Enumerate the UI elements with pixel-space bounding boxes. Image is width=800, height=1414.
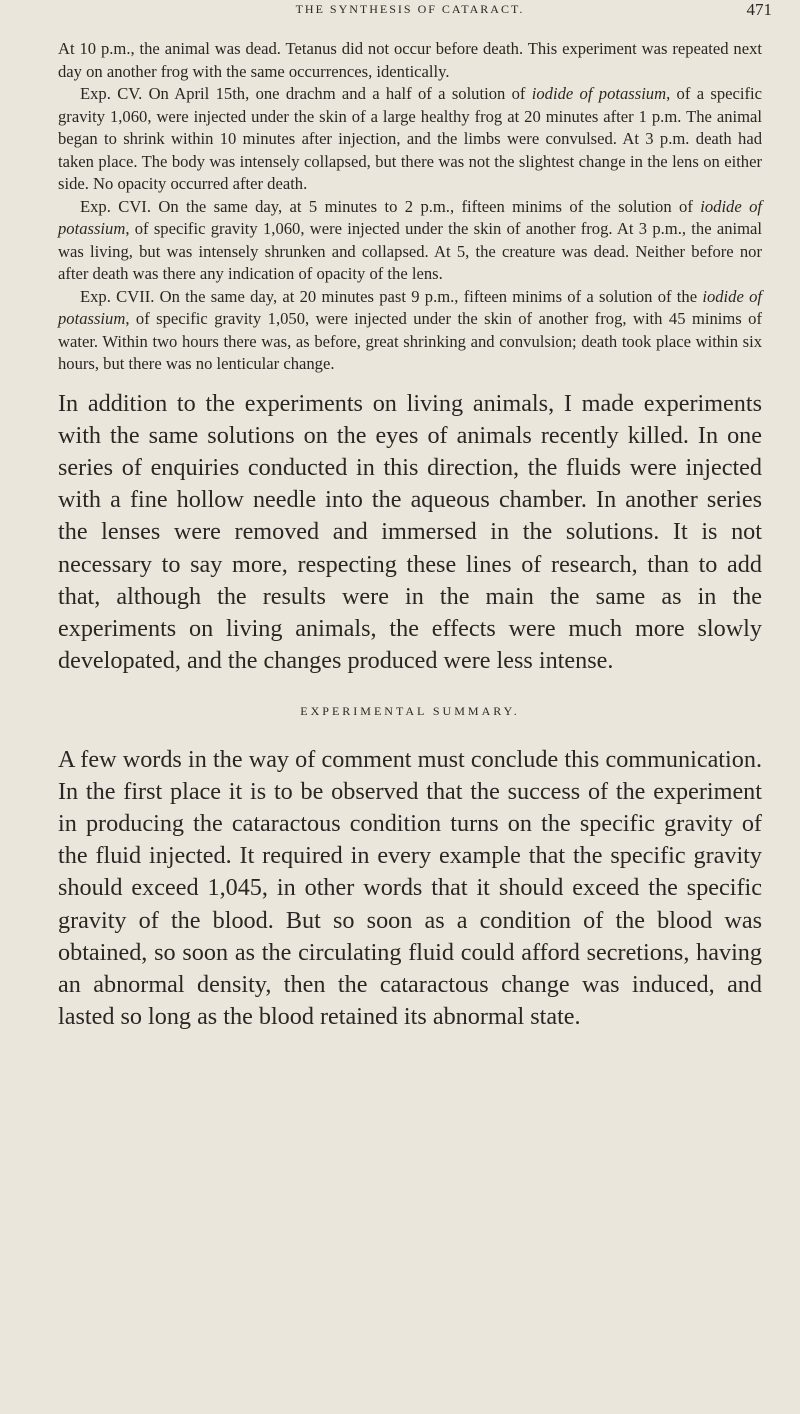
running-title: THE SYNTHESIS OF CATARACT. — [295, 2, 525, 16]
paragraph-exp-cv — [58, 83, 762, 196]
exp-cv-italic: iodide of potassium — [531, 84, 667, 103]
section-title: EXPERIMENTAL SUMMARY. — [300, 704, 520, 719]
exp-cv-text-a: Exp. CV. On April 15th, one drachm and a half of a solution of — [80, 84, 532, 103]
running-head — [58, 0, 772, 26]
exp-cvi-text-b: , of specific gravity 1,060, were injected under the skin of another frog. At 3 p.m., the animal was living, but was intensely shrunken and collapsed. At 5, the creature was dead. Neither before nor after death was there any indication of opacity of the lens. — [58, 219, 762, 283]
exp-cvii-italic: iodide of potassium — [58, 286, 762, 328]
exp-cvii-text-a: Exp. CVII. On the same day, at 20 minutes past 9 p.m., fifteen minims of a solution of the — [80, 286, 703, 306]
paragraph-death-note: At 10 p.m., the animal was dead. Tetanus did not occur before death. This experiment was repeated next day on another frog with the same occurrences, identically. — [58, 39, 762, 81]
body-text — [58, 388, 762, 1034]
paragraph-summary: A few words in the way of comment must conclude this communication. In the first place it is to be observed that the success of the experiment in producing the cataractous condition turns on the specific gravity of the fluid injected. It required in every example that the specific gravity should exceed 1,045, in other words that it should exceed the specific gravity of the blood. But so soon as a condition of the blood was obtained, so soon as the circulating fluid could afford secretions, having an abnormal density, then the cataractous change was induced, and lasted so long as the blood retained its abnormal state. — [58, 745, 762, 1031]
exp-cvi-text-a: Exp. CVI. On the same day, at 5 minutes to 2 p.m., fifteen minims of the solution of — [80, 196, 701, 216]
paragraph-dead-eyes: In addition to the experiments on living animals, I made experiments with the same solutions on the eyes of animals recently killed. In one series of enquiries conducted in this direction, the fluids were injected with a fine hollow needle into the aqueous chamber. In another series the lenses were removed and immersed in the solutions. It is not necessary to say more, respecting these lines of research, than to add that, although the results were in the main the same as in the experiments on living animals, the effects were much more slowly developated, and the changes produced were less intense. — [58, 389, 762, 675]
paragraph-exp-cvii — [58, 286, 762, 376]
exp-cv-text-b: , of a specific gravity 1,060, were injected under the skin of a large healthy frog at 20 minutes after 1 p.m. The animal began to shrink within 10 minutes after injection, and the limbs were convulsed. At 3 p.m. death had taken place. The body was intensely collapsed, but there was not the slightest change in the lens on either side. No opacity occurred after death. — [58, 84, 762, 193]
page-number: 471 — [746, 0, 772, 19]
paragraph-exp-cvi — [58, 196, 762, 286]
exp-cvii-text-b: , of specific gravity 1,050, were injected under the skin of another frog, with 45 minims of water. Within two hours there was, as before, great shrinking and convulsion; death took place within six hours, but there was no lenticular change. — [58, 309, 762, 373]
exp-cvi-italic: iodide of potassium — [58, 196, 762, 238]
experiment-notes — [58, 38, 762, 376]
